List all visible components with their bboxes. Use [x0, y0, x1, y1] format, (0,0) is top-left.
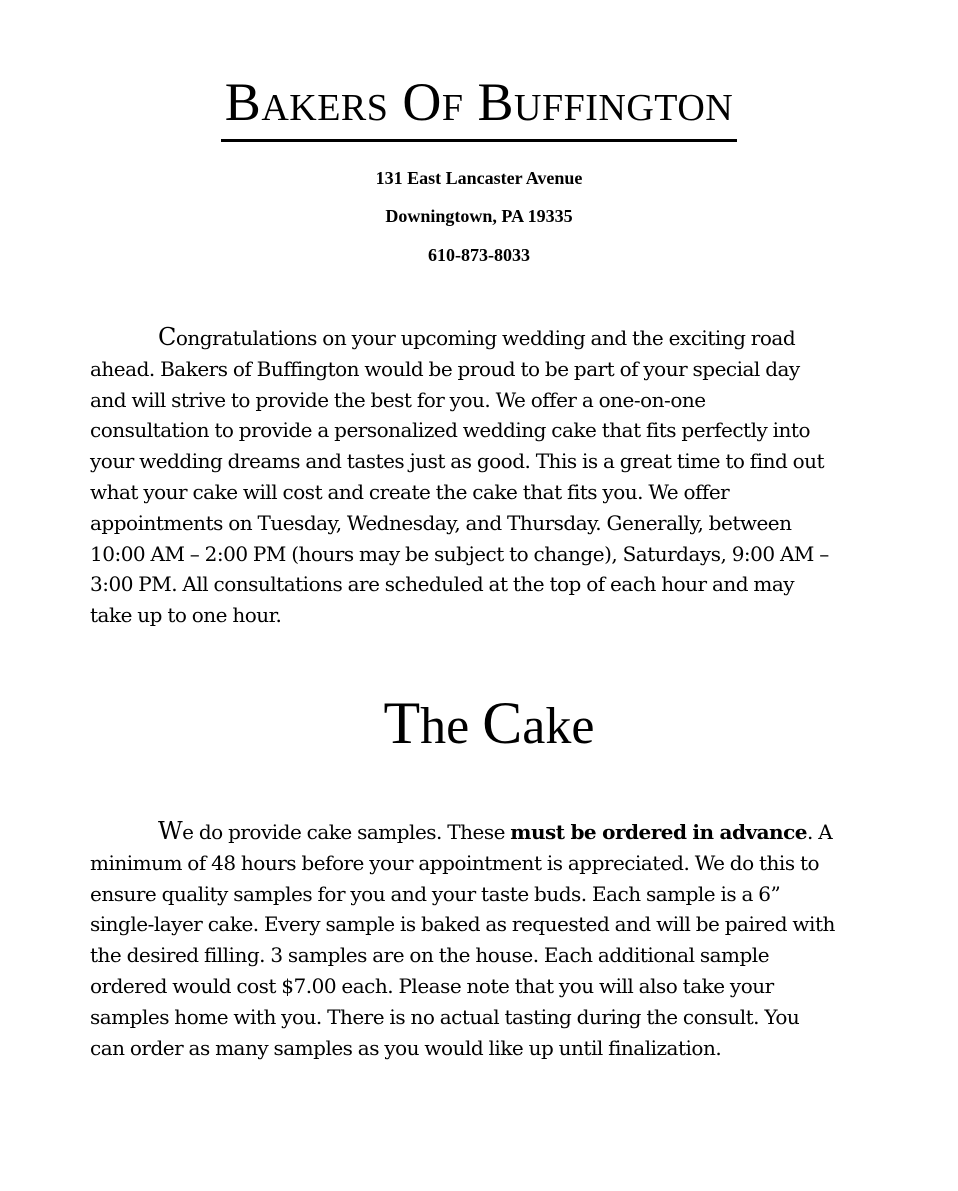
cake-line: samples home with you. There is no actual tasting during the consult. You [90, 1004, 800, 1029]
cake-paragraph [90, 816, 870, 1063]
cake-line: ordered would cost $7.00 each. Please note that you will also take your [90, 973, 774, 998]
intro-paragraph [90, 322, 870, 631]
cake-drop-cap: W [158, 817, 183, 845]
heading-cap-t: T [383, 690, 421, 756]
cake-line-1-start: e do provide cake samples. These [182, 820, 511, 844]
cake-line: the desired filling. 3 samples are on the house. Each additional sample [90, 943, 770, 968]
intro-line: what your cake will cost and create the cake that fits you. We offer [90, 479, 730, 504]
phone-number: 610-873-8033 [428, 245, 530, 265]
business-title [0, 62, 958, 142]
heading-cap-c: C [482, 690, 523, 756]
cake-line: can order as many samples as you would like up until finalization. [90, 1035, 722, 1060]
cake-line-1-end: . A [806, 820, 833, 844]
intro-drop-cap: C [158, 323, 176, 351]
address-line-2: Downingtown, PA 19335 [385, 206, 573, 226]
intro-line: ahead. Bakers of Buffington would be proud to be part of your special day [90, 356, 800, 381]
cake-advance-notice: must be ordered in advance [510, 820, 807, 844]
intro-line: and will strive to provide the best for you. We offer a one-on-one [90, 387, 706, 412]
intro-line: your wedding dreams and tastes just as good. This is a great time to find out [90, 449, 825, 474]
heading-part-2: ake [522, 698, 595, 755]
cake-line-1 [90, 816, 870, 848]
intro-line: 3:00 PM. All consultations are scheduled at the top of each hour and may [90, 572, 795, 597]
intro-line: appointments on Tuesday, Wednesday, and Thursday. Generally, between [90, 510, 792, 535]
address-line-1: 131 East Lancaster Avenue [375, 168, 583, 188]
heading-part-1: he [420, 698, 483, 755]
intro-line-1 [90, 322, 870, 354]
section-heading-the-cake [0, 688, 958, 762]
cake-line: minimum of 48 hours before your appointment is appreciated. We do this to [90, 850, 820, 875]
intro-line: take up to one hour. [90, 603, 282, 628]
business-title-text: Bakers Of Buffington [221, 65, 737, 142]
cake-line: single-layer cake. Every sample is baked as requested and will be paired with [90, 912, 835, 937]
intro-line: 10:00 AM – 2:00 PM (hours may be subject to change), Saturdays, 9:00 AM – [90, 541, 829, 566]
intro-line-1-text: ongratulations on your upcoming wedding and the exciting road [175, 326, 796, 350]
cake-line: ensure quality samples for you and your taste buds. Each sample is a 6” [90, 881, 781, 906]
intro-line: consultation to provide a personalized wedding cake that fits perfectly into [90, 418, 810, 443]
